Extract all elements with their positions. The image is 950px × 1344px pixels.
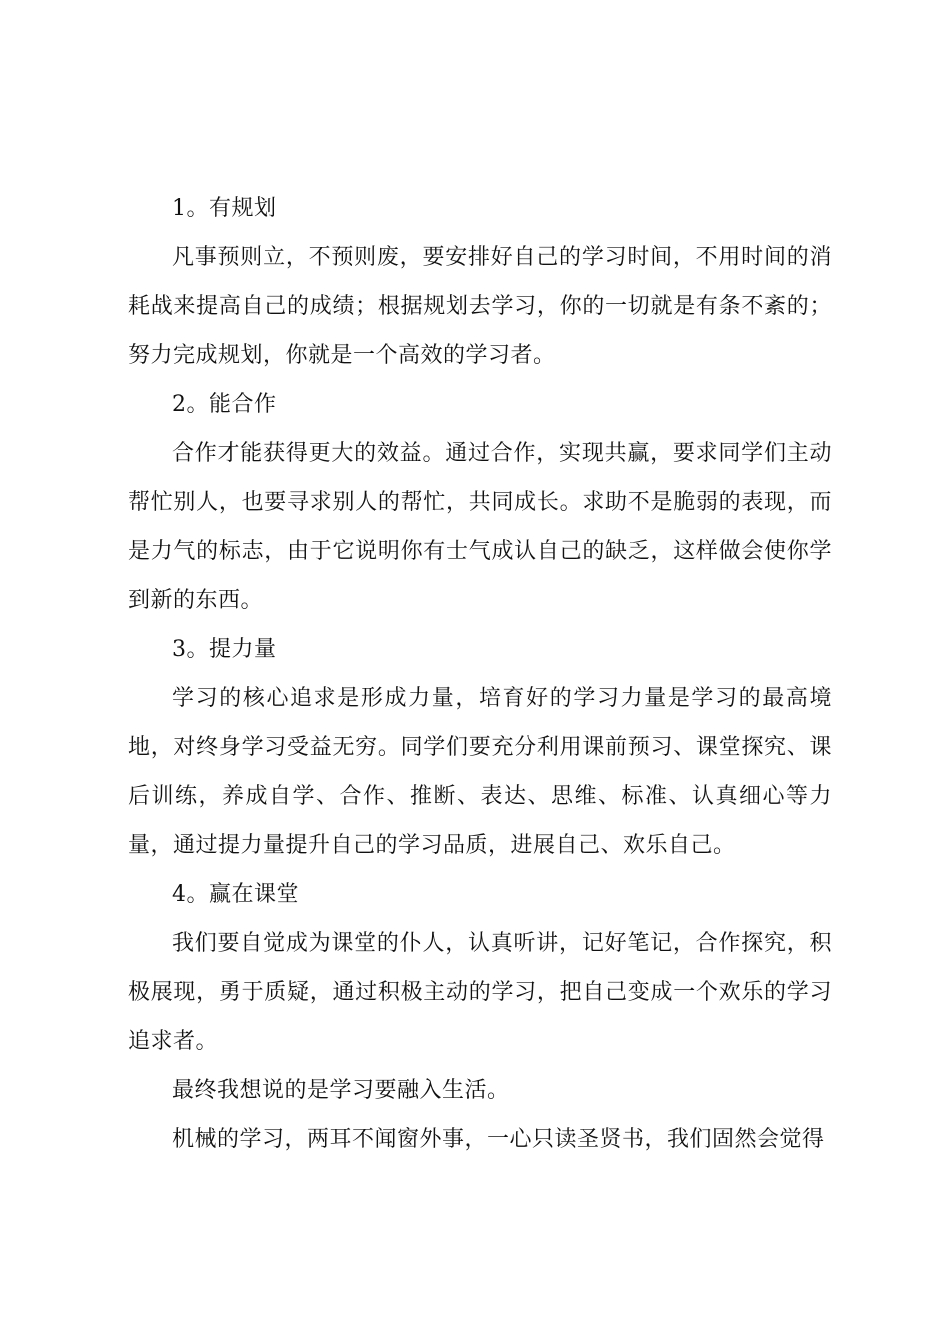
paragraph-classroom: 我们要自觉成为课堂的仆人，认真听讲，记好笔记，合作探究，积极展现，勇于质疑，通过积极主动的学习，把自己变成一个欢乐的学习追求者。 (128, 931, 832, 1054)
paragraph-ability: 学习的核心追求是形成力量，培育好的学习力量是学习的最高境地，对终身学习受益无穷。同学们要充分利用课前预习、课堂探究、课后训练，养成自学、合作、推断、表达、思维、标准、认真细心等力量，通过提力量提升自己的学习品质，进展自己、欢乐自己。 (128, 686, 832, 858)
section-heading-classroom: 4。赢在课堂 (172, 882, 299, 907)
paragraph-cooperation: 合作才能获得更大的效益。通过合作，实现共赢，要求同学们主动帮忙别人，也要寻求别人的帮忙，共同成长。求助不是脆弱的表现，而是力气的标志，由于它说明你有士气成认自己的缺乏，这样做会使你学到新的东西。 (128, 441, 832, 613)
section-heading-ability: 3。提力量 (172, 637, 277, 662)
paragraph-planning: 凡事预则立，不预则废，要安排好自己的学习时间，不用时间的消耗战来提高自己的成绩；根据规划去学习，你的一切就是有条不紊的；努力完成规划，你就是一个高效的学习者。 (128, 245, 832, 368)
section-heading-planning: 1。有规划 (172, 196, 277, 221)
paragraph-conclusion: 最终我想说的是学习要融入生活。 (172, 1078, 510, 1103)
paragraph-continuation: 机械的学习，两耳不闻窗外事，一心只读圣贤书，我们固然会觉得 (172, 1127, 825, 1152)
section-heading-cooperation: 2。能合作 (172, 392, 277, 417)
document-body (128, 184, 832, 1164)
